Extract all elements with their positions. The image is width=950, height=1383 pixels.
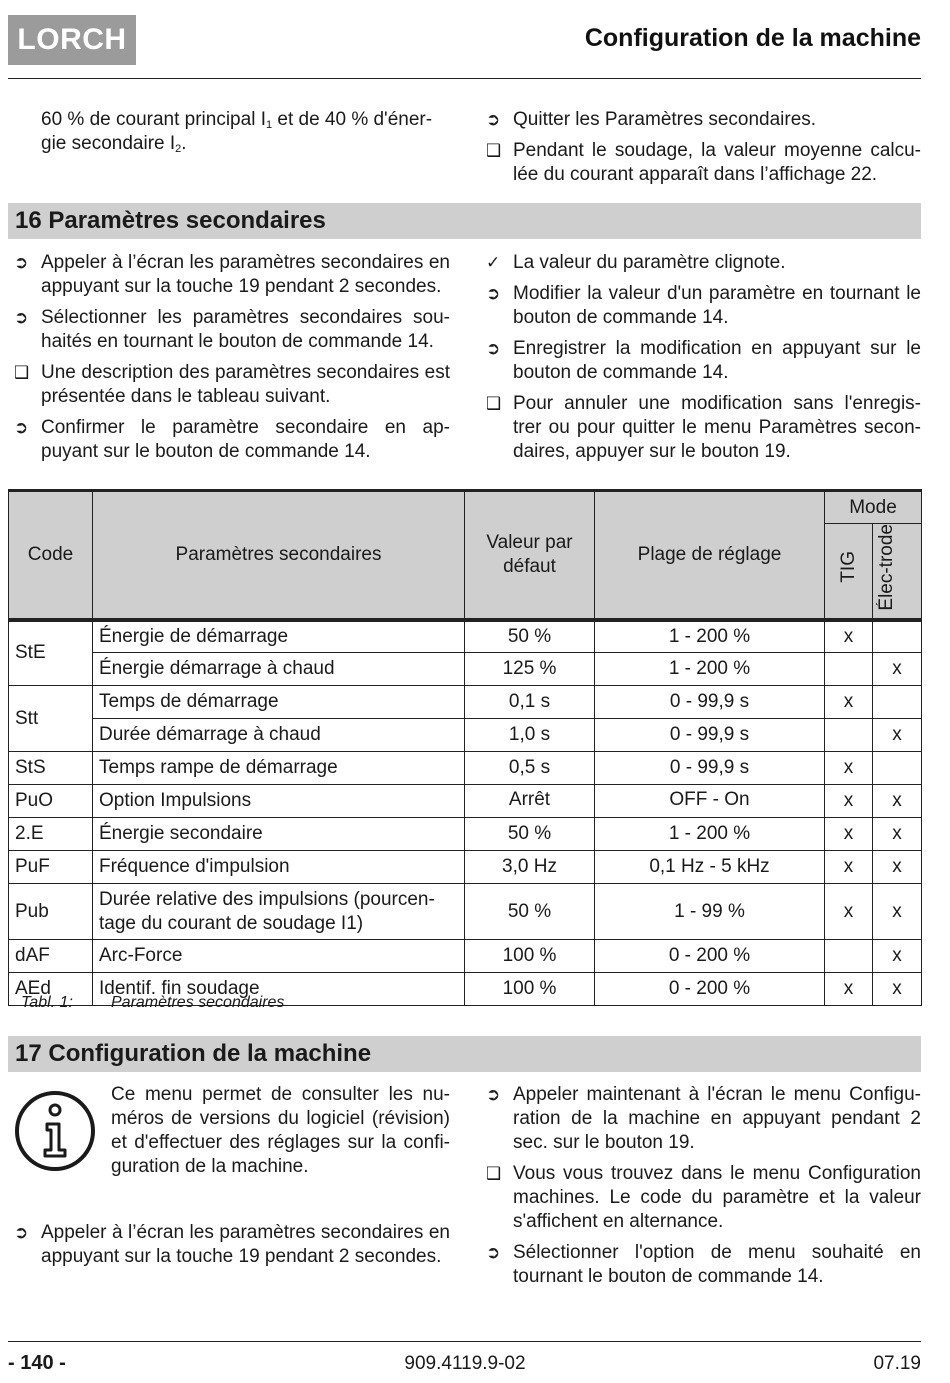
code-cell: Stt	[9, 686, 93, 752]
checkbox-icon: ❑	[486, 1164, 502, 1183]
intro-text-mid: et de 40 % d'éner-gie secondaire I	[41, 109, 433, 154]
code-cell: PuF	[9, 851, 93, 884]
lorch-logo: LORCH	[8, 15, 136, 65]
table-row	[9, 785, 922, 818]
list-item	[486, 251, 921, 275]
electrode-cell: x	[873, 940, 922, 973]
code-cell: dAF	[9, 940, 93, 973]
param-cell: Fréquence d'impulsion	[93, 851, 465, 884]
header-electrode	[873, 524, 922, 620]
table-row	[9, 818, 922, 851]
tig-cell: x	[825, 620, 873, 653]
electrode-cell	[873, 686, 922, 719]
list-item	[486, 1083, 921, 1155]
code-cell: 2.E	[9, 818, 93, 851]
header-title: Configuration de la machine	[584, 24, 921, 52]
table-row	[9, 620, 922, 653]
param-cell: Énergie démarrage à chaud	[93, 653, 465, 686]
table-caption	[21, 994, 284, 1012]
arrow-icon: ➲	[14, 418, 29, 437]
default-cell: 50 %	[465, 620, 595, 653]
code-cell: StE	[9, 620, 93, 686]
document-date: 07.19	[873, 1353, 921, 1374]
list-item	[14, 416, 450, 464]
section-17-heading	[8, 1036, 921, 1072]
default-cell: 3,0 Hz	[465, 851, 595, 884]
list-item-text: Pour annuler une modification sans l'enregis-trer ou pour quitter le menu Paramètres secon-daires, appuyer sur le bouton 19.	[513, 393, 921, 462]
range-cell: 0 - 200 %	[595, 973, 825, 1006]
param-cell: Énergie secondaire	[93, 818, 465, 851]
tig-cell	[825, 940, 873, 973]
list-item	[486, 1162, 921, 1234]
list-item-text: La valeur du paramètre clignote.	[513, 252, 786, 273]
range-cell: 0 - 200 %	[595, 940, 825, 973]
tig-cell	[825, 719, 873, 752]
param-cell: Temps rampe de démarrage	[93, 752, 465, 785]
tig-cell: x	[825, 752, 873, 785]
header-param: Paramètres secondaires	[93, 491, 465, 620]
tig-cell: x	[825, 818, 873, 851]
arrow-icon: ➲	[486, 1243, 501, 1262]
list-item	[14, 1221, 450, 1269]
caption-label: Tabl. 1:	[21, 994, 73, 1011]
header-range: Plage de réglage	[595, 491, 825, 620]
checkbox-icon: ❑	[486, 141, 502, 160]
page-number: - 140 -	[8, 1352, 66, 1374]
info-text: Ce menu permet de consulter les nu-méros de versions du logiciel (révision) et d'effectuer des réglages sur la confi-guration de la machine.	[111, 1084, 450, 1177]
list-item-text: Appeler à l’écran les paramètres secondaires en appuyant sur la touche 19 pendant 2 secondes.	[41, 252, 450, 297]
arrow-icon: ➲	[486, 339, 501, 358]
range-cell: 1 - 200 %	[595, 620, 825, 653]
tig-cell: x	[825, 884, 873, 940]
default-cell: Arrêt	[465, 785, 595, 818]
list-item	[486, 392, 921, 464]
list-item	[14, 361, 450, 409]
default-cell: 0,1 s	[465, 686, 595, 719]
header-divider	[8, 78, 921, 79]
header-tig-label: TIG	[837, 551, 859, 584]
secondary-parameters-table	[8, 489, 922, 1006]
tig-cell	[825, 653, 873, 686]
table-row	[9, 851, 922, 884]
param-cell: Énergie de démarrage	[93, 620, 465, 653]
arrow-icon: ➲	[14, 253, 29, 272]
tig-cell: x	[825, 973, 873, 1006]
electrode-cell: x	[873, 851, 922, 884]
param-cell: Durée démarrage à chaud	[93, 719, 465, 752]
arrow-icon: ➲	[486, 1085, 501, 1104]
table-row	[9, 719, 922, 752]
default-cell: 100 %	[465, 973, 595, 1006]
electrode-cell: x	[873, 818, 922, 851]
list-item-text: Vous vous trouvez dans le menu Configuration machines. Le code du paramètre et la valeur s'affichent en alternance.	[513, 1163, 921, 1232]
checkbox-icon: ❑	[486, 394, 502, 413]
intro-left	[14, 108, 450, 156]
document-number: 909.4119.9-02	[404, 1353, 526, 1374]
checkbox-icon: ❑	[14, 363, 30, 382]
table-row	[9, 686, 922, 719]
intro-right	[486, 108, 921, 194]
list-item	[486, 1241, 921, 1289]
electrode-cell: x	[873, 785, 922, 818]
section-16-right	[486, 251, 921, 471]
list-item-text: Confirmer le paramètre secondaire en ap-puyant sur le bouton de commande 14.	[41, 417, 450, 462]
default-cell: 50 %	[465, 818, 595, 851]
list-item-text: Sélectionner les paramètres secondaires sou-haités en tournant le bouton de commande 14.	[41, 307, 450, 352]
list-item	[486, 337, 921, 385]
list-item	[14, 306, 450, 354]
list-item	[486, 139, 921, 187]
range-cell: 1 - 200 %	[595, 653, 825, 686]
electrode-cell: x	[873, 884, 922, 940]
section-16-left	[14, 251, 450, 471]
code-cell: AEd	[9, 973, 93, 1006]
electrode-cell: x	[873, 653, 922, 686]
footer-divider	[8, 1341, 921, 1342]
range-cell: 0 - 99,9 s	[595, 686, 825, 719]
header-tig	[825, 524, 873, 620]
default-cell: 125 %	[465, 653, 595, 686]
default-cell: 50 %	[465, 884, 595, 940]
header-code: Code	[9, 491, 93, 620]
list-item-text: Modifier la valeur d'un paramètre en tournant le bouton de commande 14.	[513, 283, 921, 328]
list-item	[14, 251, 450, 299]
default-cell: 100 %	[465, 940, 595, 973]
param-cell: Durée relative des impulsions (pourcen-tage du courant de soudage I1)	[93, 884, 465, 940]
section-17-title: 17 Configuration de la machine	[15, 1040, 372, 1067]
param-cell: Arc-Force	[93, 940, 465, 973]
list-item-text: Pendant le soudage, la valeur moyenne calcu-lée du courant apparaît dans l’affichage 22.	[513, 140, 921, 185]
checkmark-icon: ✓	[486, 253, 501, 272]
subscript-2: 2	[175, 143, 182, 155]
section-17-left	[14, 1221, 450, 1276]
header-electrode-label: Élec-trode	[876, 524, 897, 611]
subscript-1: 1	[265, 119, 273, 131]
range-cell: 0 - 99,9 s	[595, 752, 825, 785]
code-cell: StS	[9, 752, 93, 785]
list-item-text: Quitter les Paramètres secondaires.	[513, 109, 817, 130]
section-17-right	[486, 1083, 921, 1296]
list-item	[486, 282, 921, 330]
table-row	[9, 752, 922, 785]
electrode-cell: x	[873, 973, 922, 1006]
tig-cell: x	[825, 686, 873, 719]
header-default-line2: défaut	[503, 555, 556, 577]
list-item-text: Appeler à l’écran les paramètres secondaires en appuyant sur la touche 19 pendant 2 secondes.	[41, 1222, 450, 1267]
header-default-line1: Valeur par	[486, 531, 573, 553]
intro-text: 60 % de courant principal I	[41, 109, 266, 130]
list-item-text: Appeler maintenant à l'écran le menu Configu-ration de la machine en appuyant pendant 2 sec. sur le bouton 19.	[513, 1084, 921, 1153]
intro-text-end: .	[181, 133, 187, 154]
table-row	[9, 940, 922, 973]
param-cell: Identif. fin soudage	[93, 973, 465, 1006]
default-cell: 0,5 s	[465, 752, 595, 785]
tig-cell: x	[825, 785, 873, 818]
header-default	[465, 491, 595, 620]
electrode-cell: x	[873, 719, 922, 752]
list-item-text: Enregistrer la modification en appuyant sur le bouton de commande 14.	[513, 338, 921, 383]
code-cell: Pub	[9, 884, 93, 940]
arrow-icon: ➲	[14, 308, 29, 327]
range-cell: 1 - 200 %	[595, 818, 825, 851]
electrode-cell	[873, 620, 922, 653]
param-cell: Temps de démarrage	[93, 686, 465, 719]
table-row	[9, 653, 922, 686]
code-cell: PuO	[9, 785, 93, 818]
list-item-text: Une description des paramètres secondaires est présentée dans le tableau suivant.	[41, 362, 450, 407]
list-item-text: Sélectionner l'option de menu souhaité en tournant le bouton de commande 14.	[513, 1242, 921, 1287]
arrow-icon: ➲	[486, 284, 501, 303]
range-cell: 0 - 99,9 s	[595, 719, 825, 752]
caption-text: Paramètres secondaires	[111, 994, 285, 1011]
section-16-title: 16 Paramètres secondaires	[15, 207, 326, 234]
param-cell: Option Impulsions	[93, 785, 465, 818]
arrow-icon: ➲	[486, 110, 501, 129]
list-item	[486, 108, 921, 132]
tig-cell: x	[825, 851, 873, 884]
section-16-heading	[8, 203, 921, 239]
electrode-cell	[873, 752, 922, 785]
range-cell: OFF - On	[595, 785, 825, 818]
info-icon	[14, 1090, 96, 1172]
arrow-icon: ➲	[14, 1223, 29, 1242]
header-mode: Mode	[825, 491, 922, 524]
range-cell: 1 - 99 %	[595, 884, 825, 940]
range-cell: 0,1 Hz - 5 kHz	[595, 851, 825, 884]
table-row	[9, 884, 922, 940]
default-cell: 1,0 s	[465, 719, 595, 752]
